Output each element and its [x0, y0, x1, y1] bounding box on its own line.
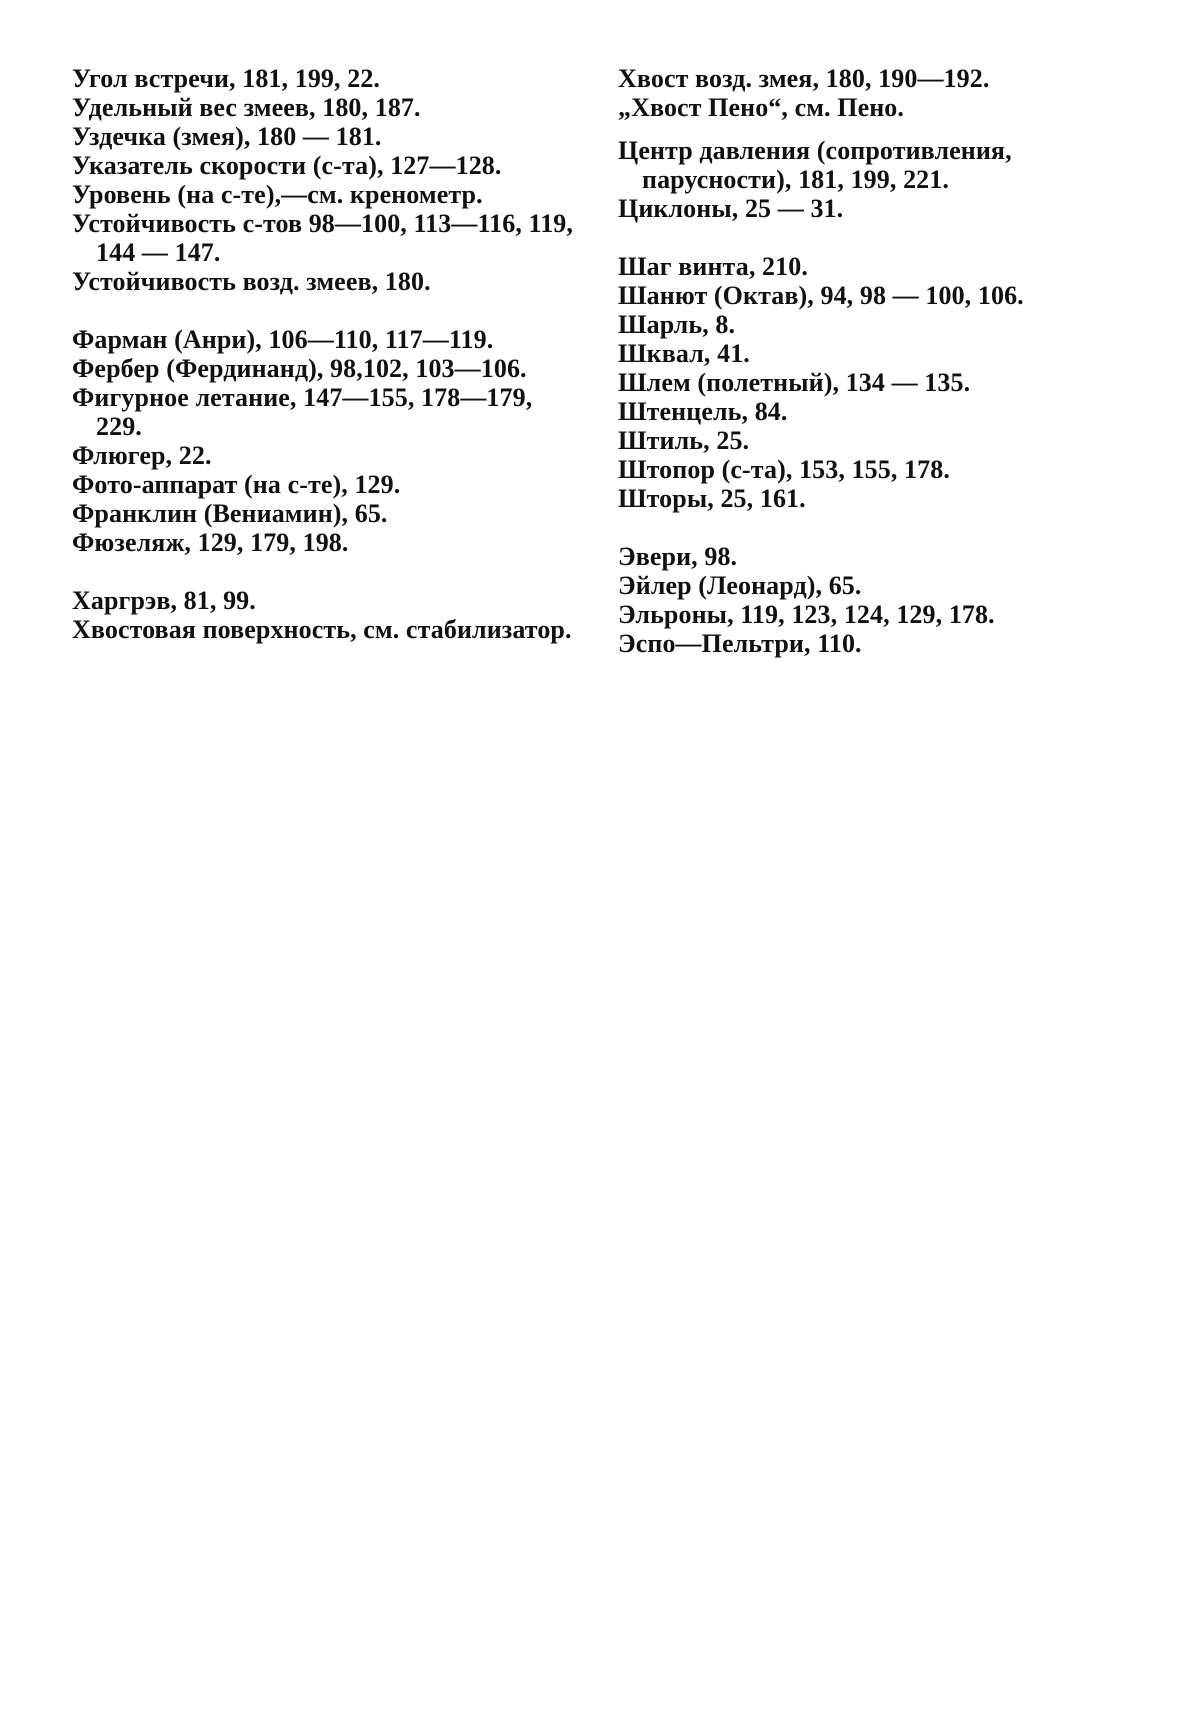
index-column-left — [72, 64, 582, 644]
index-entry: Устойчивость с-тов 98—100, 113—116, 119, 144 — 147. — [72, 209, 574, 267]
index-entry: Харгрэв, 81, 99. — [72, 586, 256, 615]
index-entry: „Хвост Пено“, см. Пено. — [618, 93, 904, 122]
index-entry: Шаг винта, 210. — [618, 252, 808, 281]
index-entry: Уздечка (змея), 180 — 181. — [72, 122, 382, 151]
group-separator — [72, 557, 582, 586]
index-entry: Удельный вес змеев, 180, 187. — [72, 93, 421, 122]
index-entry: Указатель скорости (с-та), 127—128. — [72, 151, 502, 180]
index-entry: Штопор (с-та), 153, 155, 178. — [618, 455, 950, 484]
index-entry: Фарман (Анри), 106—110, 117—119. — [72, 325, 494, 354]
index-entry: Фигурное летание, 147—155, 178—179, 229. — [72, 383, 533, 441]
index-entry: Шлем (полетный), 134 — 135. — [618, 368, 971, 397]
index-entry: Эвери, 98. — [618, 542, 738, 571]
index-entry: Эйлер (Леонард), 65. — [618, 571, 862, 600]
group-separator — [618, 122, 1138, 136]
index-entry: Фербер (Фердинанд), 98,102, 103—106. — [72, 354, 527, 383]
index-entry: Шанют (Октав), 94, 98 — 100, 106. — [618, 281, 1024, 310]
index-entry: Штенцель, 84. — [618, 397, 788, 426]
index-entry: Циклоны, 25 — 31. — [618, 194, 844, 223]
index-entry: Устойчивость возд. змеев, 180. — [72, 267, 431, 296]
index-entry: Эльроны, 119, 123, 124, 129, 178. — [618, 600, 995, 629]
index-entry: Франклин (Вениамин), 65. — [72, 499, 388, 528]
index-entry: Фюзеляж, 129, 179, 198. — [72, 528, 349, 557]
index-entry: Шквал, 41. — [618, 339, 750, 368]
index-entry: Шторы, 25, 161. — [618, 484, 806, 513]
index-entry: Центр давления (сопротивления, парусности), 181, 199, 221. — [618, 136, 1012, 194]
index-entry: Уровень (на с-те),—см. кренометр. — [72, 180, 483, 209]
index-entry: Штиль, 25. — [618, 426, 750, 455]
group-separator — [618, 513, 1138, 542]
index-entry: Хвостовая поверхность, см. стабилизатор. — [72, 615, 572, 644]
index-entry: Хвост возд. змея, 180, 190—192. — [618, 64, 990, 93]
index-entry: Фото-аппарат (на с-те), 129. — [72, 470, 401, 499]
index-entry: Угол встречи, 181, 199, 22. — [72, 64, 381, 93]
group-separator — [618, 223, 1138, 252]
index-entry: Шарль, 8. — [618, 310, 736, 339]
index-entry: Эспо—Пельтри, 110. — [618, 629, 862, 658]
group-separator — [72, 296, 582, 325]
index-entry: Флюгер, 22. — [72, 441, 212, 470]
index-column-right — [618, 64, 1138, 658]
